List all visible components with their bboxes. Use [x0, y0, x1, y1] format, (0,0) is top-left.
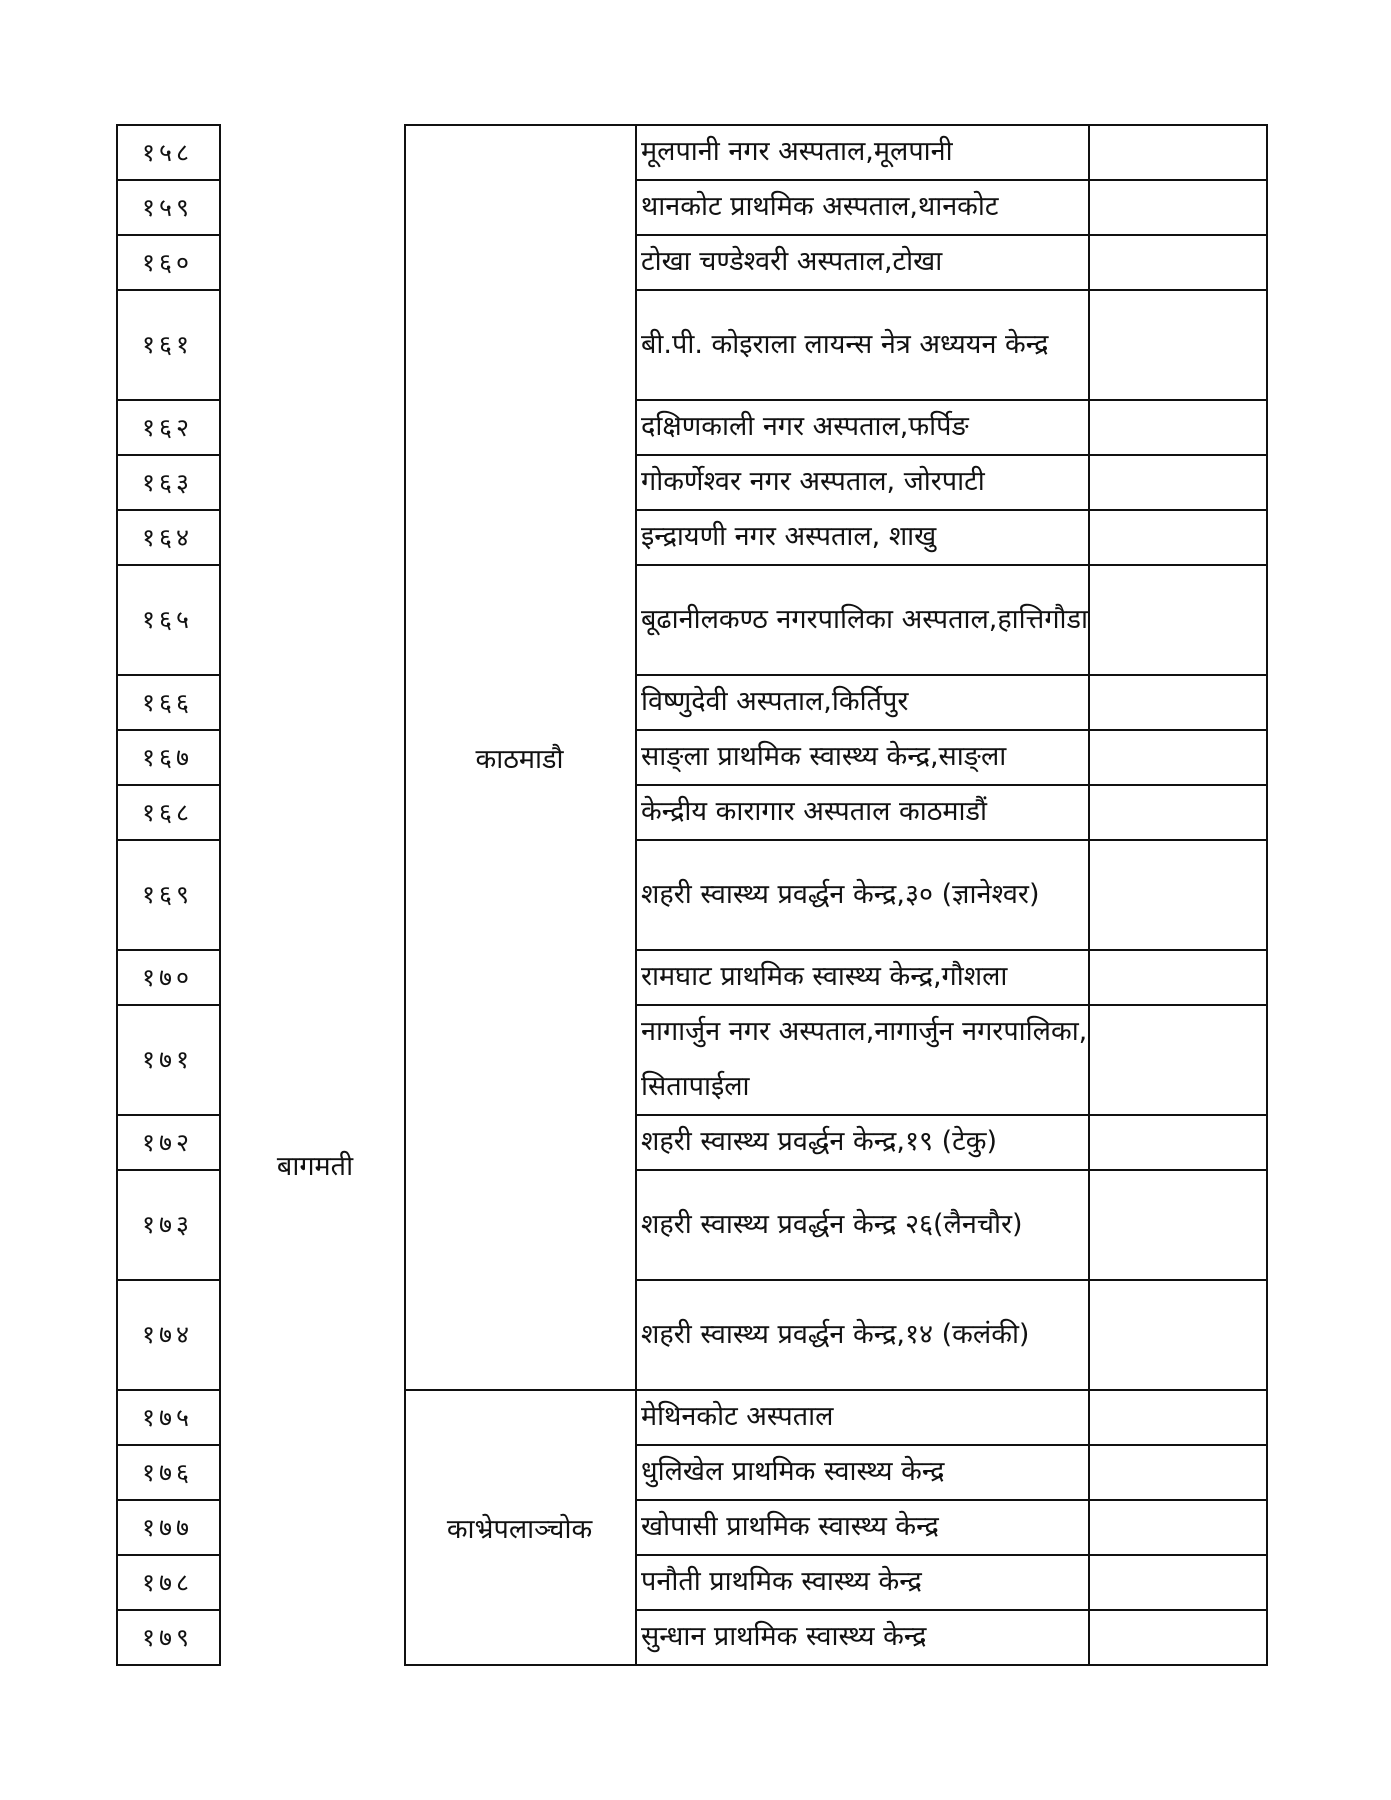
facility-name: रामघाट प्राथमिक स्वास्थ्य केन्द्र,गौशला	[641, 961, 1008, 992]
row-border	[116, 1004, 221, 1006]
empty-cell	[1088, 1554, 1266, 1609]
empty-cell	[1088, 179, 1266, 234]
empty-cell	[1088, 784, 1266, 839]
serial-number: १६१	[141, 330, 193, 359]
row-border	[116, 729, 221, 731]
row-border	[116, 1169, 221, 1171]
column-border	[1088, 124, 1090, 1664]
serial-number: १५८	[141, 137, 193, 167]
facility-name: सुन्धान प्राथमिक स्वास्थ्य केन्द्र	[641, 1621, 927, 1652]
empty-cell	[1088, 1004, 1266, 1114]
district-label: काभ्रेपलाञ्चोक	[446, 1514, 593, 1545]
serial-number: १७२	[141, 1127, 193, 1157]
column-border	[635, 124, 637, 1664]
facility-name: शहरी स्वास्थ्य प्रवर्द्धन केन्द्र २६(लैनचौर)	[641, 1208, 1023, 1240]
empty-cell	[1088, 1279, 1266, 1389]
serial-number: १६६	[141, 687, 193, 717]
row-border	[116, 399, 221, 401]
empty-cell	[1088, 234, 1266, 289]
empty-cell	[1088, 564, 1266, 674]
serial-number: १६९	[141, 880, 193, 909]
row-border	[116, 1114, 221, 1116]
serial-number: १६०	[141, 247, 193, 277]
row-border	[635, 1114, 1268, 1116]
row-border	[635, 949, 1268, 951]
row-border	[116, 674, 221, 676]
serial-number: १६४	[141, 522, 193, 552]
serial-number: १६८	[141, 797, 193, 827]
serial-number: १६७	[141, 742, 193, 772]
row-border	[116, 784, 221, 786]
row-border	[116, 509, 221, 511]
empty-cell	[1088, 509, 1266, 564]
facility-name: पनौती प्राथमिक स्वास्थ्य केन्द्र	[641, 1566, 922, 1597]
facility-name: दक्षिणकाली नगर अस्पताल,फर्पिङ	[641, 411, 969, 442]
facility-name: बूढानीलकण्ठ नगरपालिका अस्पताल,हात्तिगौडा	[641, 603, 1088, 635]
row-border	[116, 1609, 221, 1611]
serial-number: १७४	[141, 1320, 193, 1349]
row-border	[635, 674, 1268, 676]
row-border	[635, 839, 1268, 841]
empty-cell	[1088, 1444, 1266, 1499]
row-border	[635, 564, 1268, 566]
row-border	[116, 1499, 221, 1501]
serial-number: १७७	[141, 1512, 193, 1542]
facility-name: धुलिखेल प्राथमिक स्वास्थ्य केन्द्र	[641, 1456, 945, 1487]
row-border	[116, 289, 221, 291]
facility-name: शहरी स्वास्थ्य प्रवर्द्धन केन्द्र,१९ (टेकु)	[641, 1126, 998, 1157]
province-label: बागमती	[276, 1151, 354, 1182]
facility-name: शहरी स्वास्थ्य प्रवर्द्धन केन्द्र,३० (ज्ञानेश्वर)	[641, 878, 1040, 910]
column-border	[404, 124, 406, 1664]
serial-number: १५९	[141, 192, 193, 222]
serial-number: १७९	[141, 1622, 193, 1652]
row-border	[635, 454, 1268, 456]
facility-name: साङ्ला प्राथमिक स्वास्थ्य केन्द्र,साङ्ला	[641, 741, 1007, 772]
facility-name: विष्णुदेवी अस्पताल,किर्तिपुर	[641, 686, 909, 717]
row-border	[635, 289, 1268, 291]
row-border	[116, 454, 221, 456]
row-border	[116, 1279, 221, 1281]
empty-cell	[1088, 124, 1266, 179]
row-border	[635, 1169, 1268, 1171]
row-border	[635, 509, 1268, 511]
serial-number: १७३	[141, 1210, 193, 1239]
row-border	[635, 1609, 1268, 1611]
facility-name: थानकोट प्राथमिक अस्पताल,थानकोट	[641, 191, 999, 222]
facility-name: बी.पी. कोइराला लायन्स नेत्र अध्ययन केन्द्र	[641, 328, 1049, 360]
row-border	[635, 1389, 1268, 1391]
row-border	[635, 1499, 1268, 1501]
serial-number: १७५	[141, 1402, 193, 1432]
row-border	[116, 179, 221, 181]
serial-number: १७६	[141, 1457, 193, 1487]
empty-cell	[1088, 454, 1266, 509]
serial-number: १७८	[141, 1567, 193, 1597]
facility-name: गोकर्णेश्वर नगर अस्पताल, जोरपाटी	[641, 466, 985, 497]
district-border	[404, 1389, 635, 1391]
empty-cell	[1088, 1499, 1266, 1554]
column-border	[116, 124, 118, 1664]
row-border	[635, 729, 1268, 731]
serial-number: १६३	[141, 467, 193, 497]
row-border	[116, 839, 221, 841]
serial-number: १६२	[141, 412, 193, 442]
serial-number: १७१	[141, 1045, 193, 1074]
row-border	[635, 1444, 1268, 1446]
row-border	[635, 1554, 1268, 1556]
row-border	[116, 564, 221, 566]
empty-cell	[1088, 1389, 1266, 1444]
row-border	[116, 124, 221, 126]
empty-cell	[1088, 1169, 1266, 1279]
row-border	[635, 784, 1268, 786]
column-border	[1266, 124, 1268, 1664]
facility-name: मेथिनकोट अस्पताल	[641, 1401, 834, 1432]
empty-cell	[1088, 289, 1266, 399]
row-border	[635, 1004, 1268, 1006]
serial-number: १६५	[141, 605, 193, 634]
row-border	[116, 949, 221, 951]
row-border	[635, 234, 1268, 236]
facility-name: इन्द्रायणी नगर अस्पताल, शाखु	[641, 521, 937, 552]
district-border	[404, 124, 635, 126]
table-bottom-border	[116, 1664, 221, 1666]
facility-name: खोपासी प्राथमिक स्वास्थ्य केन्द्र	[641, 1511, 939, 1542]
empty-cell	[1088, 1114, 1266, 1169]
facility-name: टोखा चण्डेश्वरी अस्पताल,टोखा	[641, 246, 943, 277]
facility-name: केन्द्रीय कारागार अस्पताल काठमाडौं	[641, 796, 987, 827]
row-border	[635, 399, 1268, 401]
table-bottom-border	[404, 1664, 1268, 1666]
empty-cell	[1088, 839, 1266, 949]
empty-cell	[1088, 399, 1266, 454]
column-border	[219, 124, 221, 1664]
empty-cell	[1088, 674, 1266, 729]
row-border	[116, 1554, 221, 1556]
facility-name: शहरी स्वास्थ्य प्रवर्द्धन केन्द्र,१४ (कलंकी)	[641, 1318, 1030, 1350]
empty-cell	[1088, 949, 1266, 1004]
facility-name: मूलपानी नगर अस्पताल,मूलपानी	[641, 136, 953, 167]
row-border	[635, 179, 1268, 181]
row-border	[635, 124, 1268, 126]
row-border	[116, 234, 221, 236]
row-border	[635, 1279, 1268, 1281]
district-label: काठमाडौ	[475, 744, 564, 775]
facility-name: नागार्जुन नगर अस्पताल,नागार्जुन नगरपालिका, सितापाईला	[641, 1016, 1088, 1102]
empty-cell	[1088, 1609, 1266, 1664]
row-border	[116, 1444, 221, 1446]
empty-cell	[1088, 729, 1266, 784]
row-border	[116, 1389, 221, 1391]
serial-number: १७०	[141, 962, 193, 992]
